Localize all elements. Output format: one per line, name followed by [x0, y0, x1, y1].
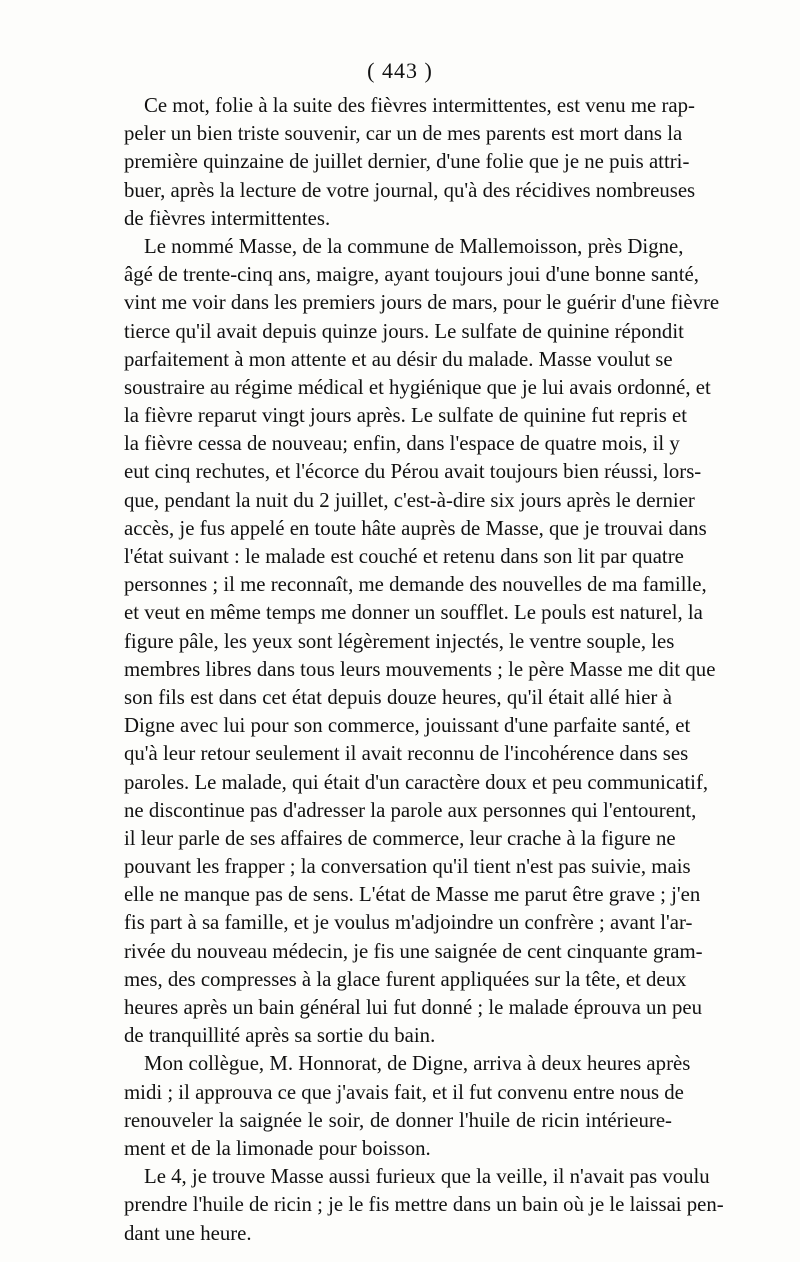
text-line: midi ; il approuva ce que j'avais fait, et il fut convenu entre nous de — [124, 1080, 684, 1104]
text-line: de fièvres intermittentes. — [124, 206, 331, 230]
text-line: son fils est dans cet état depuis douze heures, qu'il était allé hier à — [124, 685, 672, 709]
text-line: buer, après la lecture de votre journal, qu'à des récidives nombreuses — [124, 178, 696, 202]
text-line: âgé de trente-cinq ans, maigre, ayant toujours joui d'une bonne santé, — [124, 263, 699, 287]
text-line: tierce qu'il avait depuis quinze jours. Le sulfate de quinine répondit — [124, 319, 684, 343]
page-number: ( 443 ) — [367, 58, 433, 83]
text-line: personnes ; il me reconnaît, me demande des nouvelles de ma famille, — [124, 573, 707, 597]
text-line: prendre l'huile de ricin ; je le fis mettre dans un bain où je le laissai pen- — [124, 1193, 724, 1217]
text-line: que, pendant la nuit du 2 juillet, c'est-à-dire six jours après le dernier — [124, 488, 695, 512]
text-line: renouveler la saignée le soir, de donner l'huile de ricin intérieure- — [124, 1108, 672, 1132]
text-line: Ce mot, folie à la suite des fièvres intermittentes, est venu me rap- — [144, 94, 695, 117]
text-line: Le nommé Masse, de la commune de Mallemoisson, près Digne, — [144, 234, 684, 258]
body-text — [124, 92, 724, 1248]
text-line: fis part à sa famille, et je voulus m'adjoindre un confrère ; avant l'ar- — [124, 911, 693, 935]
text-line: mes, des compresses à la glace furent appliquées sur la tête, et deux — [124, 967, 687, 991]
text-line: peler un bien triste souvenir, car un de mes parents est mort dans la — [124, 122, 683, 146]
text-line: Le 4, je trouve Masse aussi furieux que la veille, il n'avait pas voulu — [144, 1165, 710, 1189]
text-line: paroles. Le malade, qui était d'un caractère doux et peu communicatif, — [124, 770, 709, 794]
text-line: et veut en même temps me donner un soufflet. Le pouls est naturel, la — [124, 601, 703, 625]
text-line: la fièvre cessa de nouveau; enfin, dans l'espace de quatre mois, il y — [124, 432, 680, 456]
text-line: pouvant les frapper ; la conversation qu'il tient n'est pas suivie, mais — [124, 855, 691, 879]
text-line: l'état suivant : le malade est couché et retenu dans son lit par quatre — [124, 545, 684, 568]
text-line: qu'à leur retour seulement il avait reconnu de l'incohérence dans ses — [124, 742, 689, 766]
text-line: ne discontinue pas d'adresser la parole aux personnes qui l'entourent, — [124, 798, 697, 822]
text-line: parfaitement à mon attente et au désir du malade. Masse voulut se — [124, 347, 673, 371]
text-line: elle ne manque pas de sens. L'état de Masse me parut être grave ; j'en — [124, 883, 701, 907]
text-line: Digne avec lui pour son commerce, jouissant d'une parfaite santé, et — [124, 714, 691, 738]
text-line: la fièvre reparut vingt jours après. Le sulfate de quinine fut repris et — [124, 404, 688, 428]
text-line: heures après un bain général lui fut donné ; le malade éprouva un peu — [124, 996, 703, 1019]
text-line: vint me voir dans les premiers jours de mars, pour le guérir d'une fièvre — [124, 291, 720, 315]
text-line: soustraire au régime médical et hygiénique que je lui avais ordonné, et — [124, 375, 711, 399]
text-line: première quinzaine de juillet dernier, d'une folie que je ne puis attri- — [124, 150, 690, 174]
text-line: il leur parle de ses affaires de commerce, leur crache à la figure ne — [124, 826, 676, 850]
text-line: eut cinq rechutes, et l'écorce du Pérou avait toujours bien réussi, lors- — [124, 460, 702, 484]
text-line: figure pâle, les yeux sont légèrement injectés, le ventre souple, les — [124, 629, 675, 653]
text-line: Mon collègue, M. Honnorat, de Digne, arriva à deux heures après — [144, 1052, 691, 1076]
text-line: rivée du nouveau médecin, je fis une saignée de cent cinquante gram- — [124, 939, 703, 963]
text-line: dant une heure. — [124, 1221, 252, 1245]
text-line: accès, je fus appelé en toute hâte auprès de Masse, que je trouvai dans — [124, 516, 707, 540]
text-line: membres libres dans tous leurs mouvements ; le père Masse me dit que — [124, 657, 716, 681]
text-line: de tranquillité après sa sortie du bain. — [124, 1024, 436, 1048]
text-line: ment et de la limonade pour boisson. — [124, 1136, 431, 1160]
